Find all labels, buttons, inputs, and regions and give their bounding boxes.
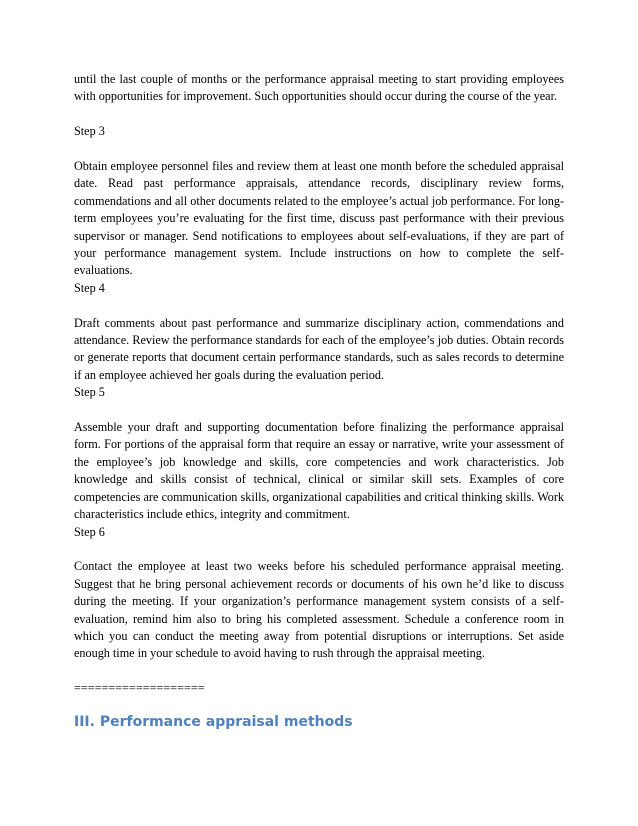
step-5-label: Step 5 — [74, 385, 105, 400]
step-5-paragraph: Assemble your draft and supporting documentation before finalizing the performance appraisal form. For portions of the appraisal form that require an essay or narrative, write your assessment of the employee’s job knowledge and skills, core competencies and work characteristics. Job knowledge and skills consist of technical, clinical or similar skill sets. Examples of core competencies are communication skills, organizational capabilities and critical thinking skills. Work characteristics include ethics, integrity and commitment. — [74, 420, 564, 522]
step-6-paragraph: Contact the employee at least two weeks before his scheduled performance appraisal meeting. Suggest that he bring personal achievement records or documents of his own he’d like to discuss during the meeting. If your organization’s performance management system consists of a self-evaluation, remind him also to bring his completed assessment. Schedule a conference room in which you can conduct the meeting away from potential disruptions or interruptions. Set aside enough time in your schedule to avoid having to rush through the appraisal meeting. — [74, 559, 564, 661]
spacer — [74, 106, 564, 123]
spacer — [74, 141, 564, 158]
step-3-paragraph: Obtain employee personnel files and review them at least one month before the scheduled appraisal date. Read past performance appraisals, attendance records, disciplinary review forms, commendations and all other documents related to the employee’s actual job performance. For long-term employees you’re evaluating for the first time, discuss past performance with their previous supervisor or manager. Send notifications to employees about self-evaluations, if they are part of your performance management system. Include instructions on how to complete the self-evaluations. — [74, 159, 564, 278]
intro-paragraph: until the last couple of months or the performance appraisal meeting to start providing employees with opportunities for improvement. Such opportunities should occur during the course of the year. — [74, 72, 564, 104]
section-heading: III. Performance appraisal methods — [74, 713, 353, 730]
document-page — [74, 71, 564, 732]
step-4-paragraph: Draft comments about past performance and summarize disciplinary action, commendations and attendance. Review the performance standards for each of the employee’s job duties. Obtain records or generate reports that document certain performance standards, such as sales records to determine if an employee achieved her goals during the evaluation period. — [74, 315, 564, 382]
step-3-label: Step 3 — [74, 124, 105, 139]
spacer — [74, 402, 564, 419]
spacer — [74, 541, 564, 558]
step-4-label: Step 4 — [74, 280, 105, 295]
spacer — [74, 663, 564, 680]
section-divider: =================== — [74, 681, 205, 696]
spacer — [74, 297, 564, 314]
step-6-label: Step 6 — [74, 524, 105, 539]
